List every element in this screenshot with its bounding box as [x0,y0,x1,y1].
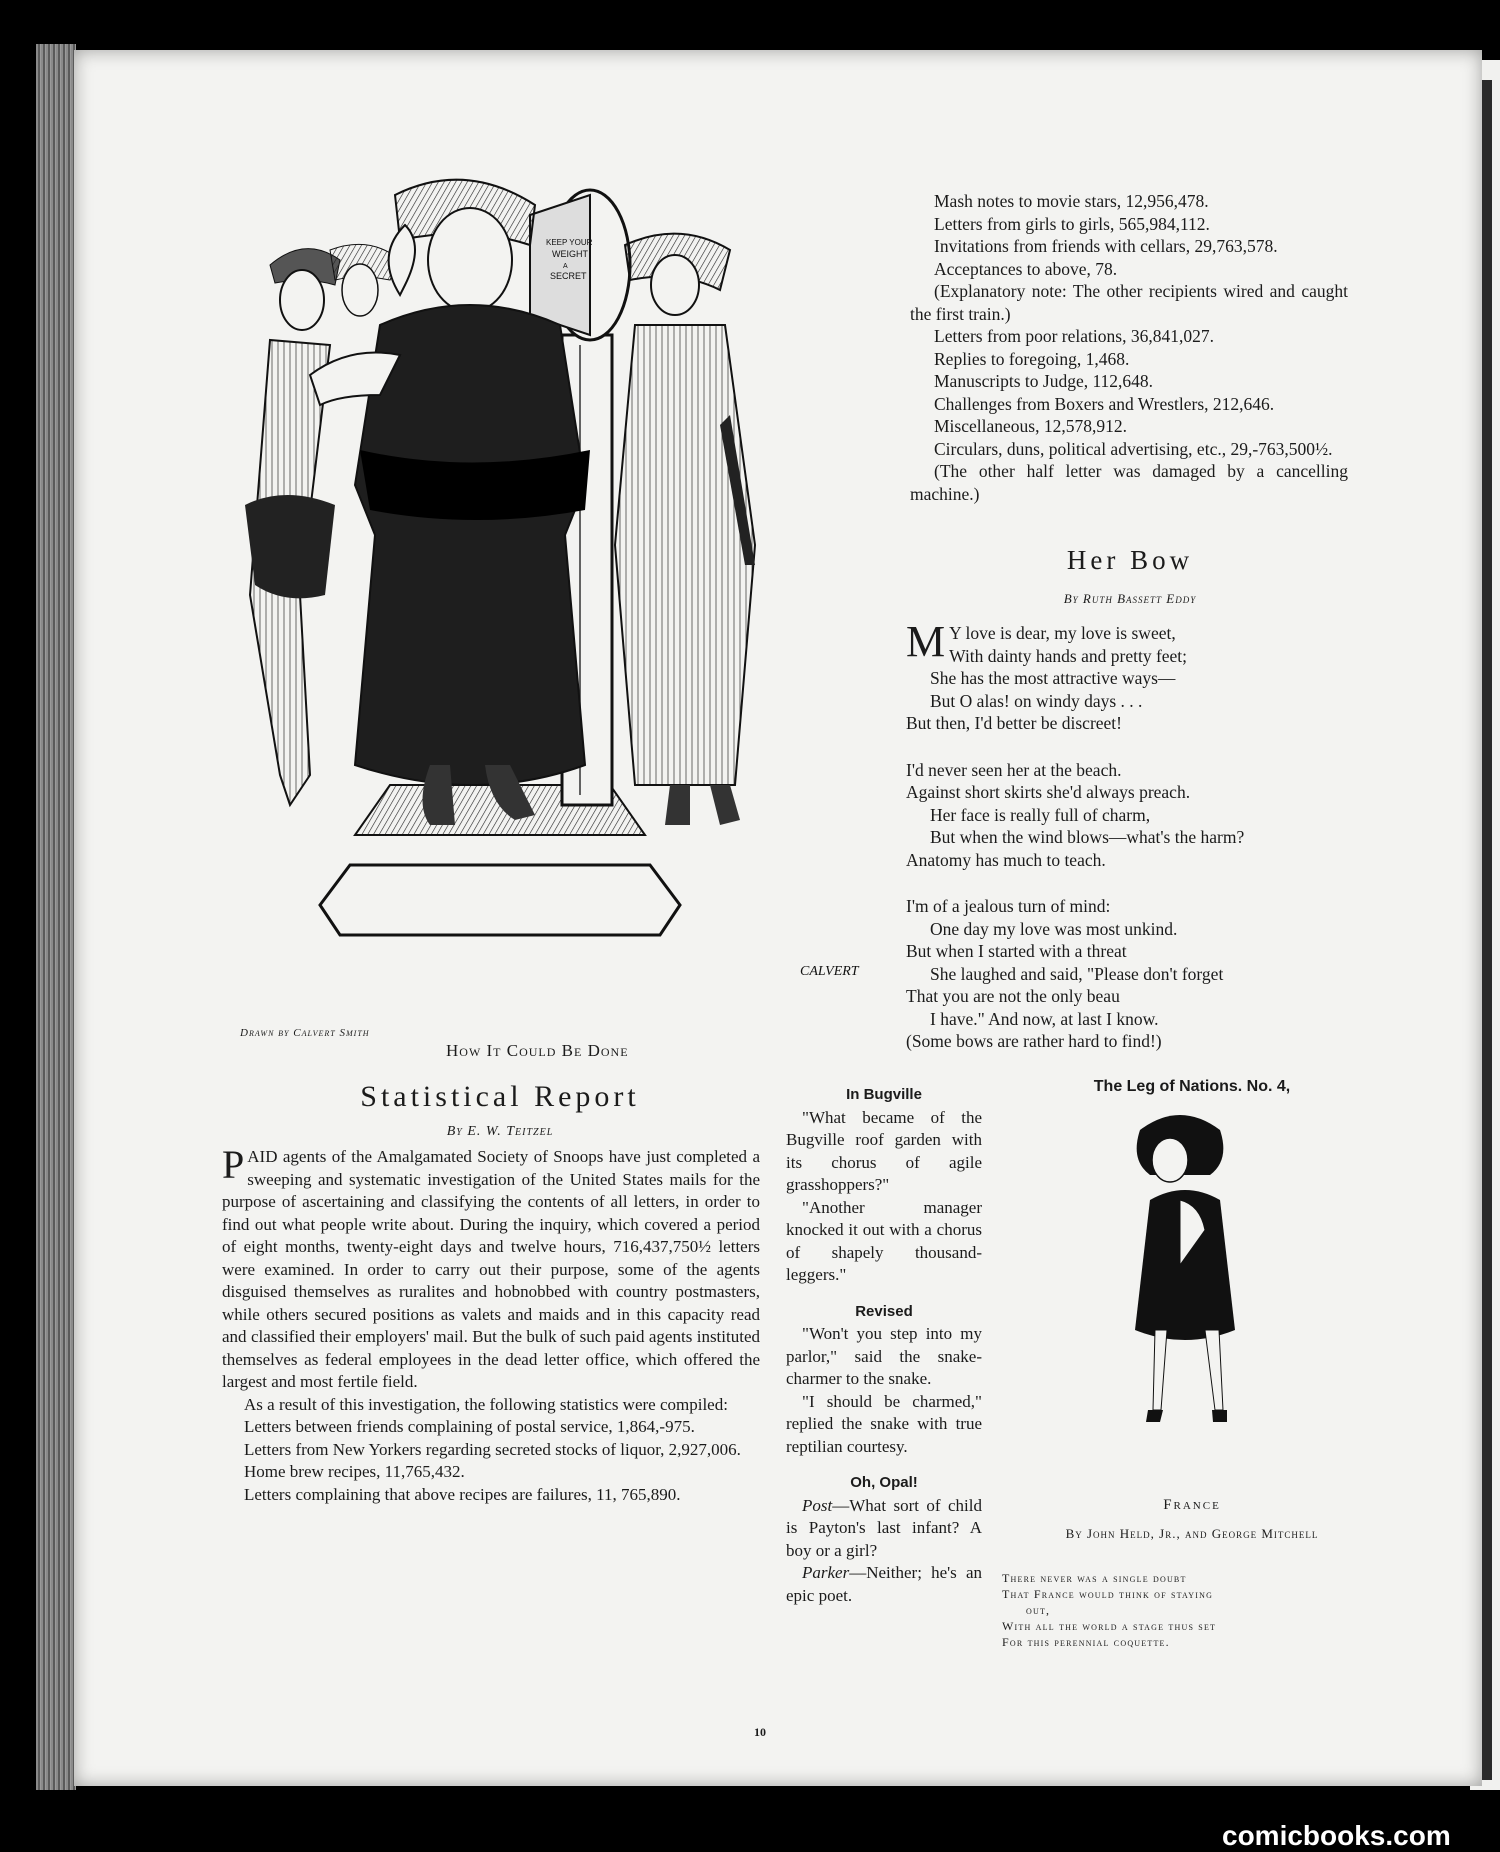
feature-verse [1002,1570,1342,1650]
article-paragraph: Letters complaining that above recipes are failures, 11, 765,890. [244,1484,681,1504]
joke-heading: Oh, Opal! [850,1474,918,1491]
joke-heading: In Bugville [846,1086,922,1103]
stat-item: Invitations from friends with cellars, 29,763,578. [934,236,1278,256]
scale-sign-line-1: KEEP YOUR [546,238,593,247]
joke-paragraph: "Another manager knocked it out with a chorus of shapely thousand-leggers." [786,1197,982,1284]
poem-byline: By Ruth Bassett Eddy [1063,591,1197,606]
article-paragraph: Home brew recipes, 11,765,432. [244,1462,465,1481]
verse-line: out, [1026,1603,1051,1617]
stat-item: Miscellaneous, 12,578,912. [934,416,1127,436]
article-paragraph: Letters between friends complaining of postal service, 1,864,-975. [244,1417,695,1436]
page-number: 10 [754,1725,766,1739]
poem-line: She laughed and said, "Please don't forget [930,963,1224,984]
poem-line: But O alas! on windy days . . . [930,690,1143,711]
verse-line: With all the world a stage thus set [1002,1619,1217,1633]
speaker-name: Post [802,1495,833,1515]
drop-cap: P [222,1142,245,1187]
right-woman-figure [615,234,755,825]
stat-item: Replies to foregoing, 1,468. [934,348,1130,369]
poem-line: Anatomy has much to teach. [906,849,1106,870]
scale-sign-line-2: WEIGHT [552,249,588,259]
article-paragraph: As a result of this investigation, the following statistics were compiled: [244,1394,728,1414]
poem-line: I'd never seen her at the beach. [906,759,1122,780]
speaker-name: Parker [802,1563,850,1582]
poem-line: But when I started with a threat [906,941,1127,961]
cartoon-illustration [240,175,900,1025]
poem-title: Her Bow [1066,545,1194,575]
poem-body [906,617,1356,1053]
dialogue-text: —Neither; he's an epic poet. [786,1563,982,1605]
joke-paragraph: "I should be charmed," replied the snake with true reptilian courtesy. [786,1391,982,1456]
article-title: Statistical Report [360,1080,640,1113]
book-spine [36,44,76,1790]
feature-caption: France [1163,1497,1221,1513]
site-watermark: comicbooks.com [1222,1820,1451,1851]
illustration-credit: Drawn by Calvert Smith [240,1027,370,1039]
scale-sign-line-4: SECRET [550,271,587,281]
flapper-illustration [1100,1105,1260,1465]
joke-paragraph: "Won't you step into my parlor," said the snake-charmer to the snake. [786,1324,982,1388]
stat-item: Circulars, duns, political advertising, etc., 29,-763,500½. [934,438,1333,459]
poem-line: With dainty hands and pretty feet; [949,645,1188,666]
verse-line: There never was a single doubt [1002,1571,1187,1585]
joke-paragraph [786,1562,982,1607]
artist-signature: CALVERT [800,964,859,979]
poem-line: She has the most attractive ways— [930,668,1176,688]
poem-line: Against short skirts she'd always preach. [906,782,1191,802]
stat-item: Acceptances to above, 78. [934,258,1118,279]
article-paragraph: AID agents of the Amalgamated Society of Snoops have just completed a sweeping and systematic investigation of the United States mails for the purpose of ascertaining and classifying the contents of all letters, in order to find out what people write about. During the inquiry, which covered a period of eight months, twenty-eight days and twelve hours, 716,437,750½ letters were examined. In order to carry out their purpose, some of the agents disguised themselves as ruralites and hobnobbed with country postmasters, while others secured positions as valets and maids and in this capacity read and classified their employers' mail. But the bulk of such paid agents instituted themselves as federal employees in the dead letter office, which offered the largest and most fertile field. [222,1147,760,1391]
drop-cap: M [906,617,946,666]
article-byline: By E. W. Teitzel [446,1124,554,1139]
stat-item: Letters from poor relations, 36,841,027. [934,326,1214,346]
man-figure [245,249,340,805]
feature-title: The Leg of Nations. No. 4, [1093,1078,1291,1095]
verse-line: For this perennial coquette. [1002,1635,1170,1649]
illustration-caption: How It Could Be Done [446,1041,629,1060]
stat-item: Mash notes to movie stars, 12,956,478. [934,191,1209,211]
stat-item: Challenges from Boxers and Wrestlers, 212,646. [934,393,1275,414]
poem-line: That you are not the only beau [906,986,1120,1006]
poem-line: Her face is really full of charm, [930,804,1151,825]
scale-sign-line-3: A [563,263,568,270]
poem-line: Y love is dear, my love is sweet, [949,623,1176,643]
stat-item: (Explanatory note: The other recipients wired and caught the first train.) [910,281,1348,324]
article-paragraph: Letters from New Yorkers regarding secreted stocks of liquor, 2,927,006. [244,1439,741,1459]
joke-paragraph: "What became of the Bugville roof garden with its chorus of agile grasshoppers?" [786,1107,982,1194]
joke-paragraph [786,1495,982,1563]
poem-line: I'm of a jealous turn of mind: [906,896,1111,916]
stat-item: Manuscripts to Judge, 112,648. [934,371,1154,391]
poem-line: (Some bows are rather hard to find!) [906,1031,1162,1051]
poem-line: One day my love was most unkind. [930,918,1178,939]
joke-heading: Revised [855,1302,913,1320]
poem-line: But when the wind blows—what's the harm? [930,827,1245,847]
verse-line: That France would think of staying [1002,1587,1214,1601]
stats-list-continued [910,190,1348,505]
dialogue-text: —What sort of child is Payton's last infant? A boy or a girl? [786,1495,982,1560]
article-body [222,1142,760,1506]
feature-byline: By John Held, Jr., and George Mitchell [1065,1526,1319,1541]
stat-item: (The other half letter was damaged by a cancelling machine.) [910,461,1348,504]
poem-line: But then, I'd better be discreet! [906,713,1122,733]
jokes-column [786,1084,982,1607]
stat-item: Letters from girls to girls, 565,984,112. [934,213,1210,234]
poem-line: I have." And now, at last I know. [930,1008,1159,1029]
